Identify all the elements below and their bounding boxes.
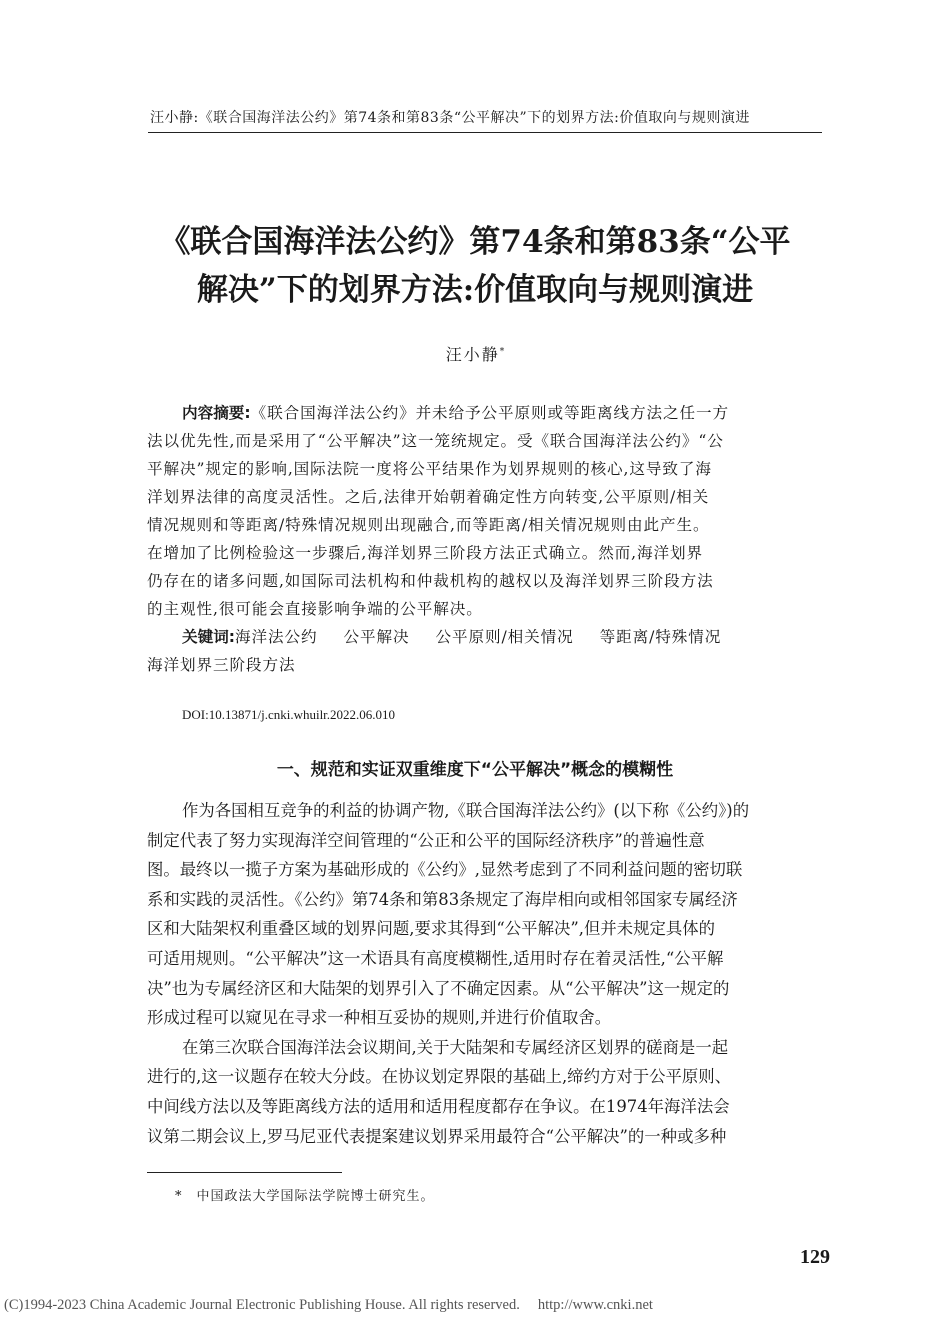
author-byline (0, 342, 950, 365)
keyword-item: 等距离/特殊情况 (599, 628, 722, 646)
body-line: 决”也为专属经济区和大陆架的划界引入了不确定因素。从“公平解决”这一规定的 (147, 978, 730, 998)
title-line-1: 《联合国海洋法公约》第74条和第83条“公平 (159, 224, 791, 260)
keywords-label: 关键词: (182, 628, 236, 646)
keyword-item: 公平解决 (343, 628, 410, 646)
body-line: 系和实践的灵活性。《公约》第74条和第83条规定了海岸相向或相邻国家专属经济 (147, 889, 738, 909)
body-line: 可适用规则。“公平解决”这一术语具有高度模糊性,适用时存在着灵活性,“公平解 (147, 948, 724, 968)
footnote-text: 中国政法大学国际法学院博士研究生。 (196, 1189, 435, 1204)
body-text (147, 796, 823, 1151)
header-rule (148, 132, 822, 133)
footnote-rule (147, 1172, 342, 1173)
running-head: 汪小静:《联合国海洋法公约》第74条和第83条“公平解决”下的划界方法:价值取向与规则演进 (150, 110, 750, 126)
footnote-mark: * (175, 1189, 183, 1204)
abstract-line: 情况规则和等距离/特殊情况规则出现融合,而等距离/相关情况规则由此产生。 (147, 516, 710, 534)
body-line: 议第二期会议上,罗马尼亚代表提案建议划界采用最符合“公平解决”的一种或多种 (147, 1126, 727, 1146)
body-line: 进行的,这一议题存在较大分歧。在协议划定界限的基础上,缔约方对于公平原则、 (147, 1067, 732, 1087)
copyright-notice (4, 1297, 944, 1314)
keywords (147, 623, 823, 651)
abstract-line: 的主观性,很可能会直接影响争端的公平解决。 (147, 600, 483, 618)
cnki-link[interactable]: http://www.cnki.net (537, 1297, 653, 1313)
copyright-text: (C)1994-2023 China Academic Journal Electronic Publishing House. All rights reserved. (4, 1297, 520, 1313)
body-line: 作为各国相互竞争的利益的协调产物,《联合国海洋法公约》(以下称《公约》)的 (182, 801, 750, 820)
abstract (147, 399, 823, 679)
abstract-line: 仍存在的诸多问题,如国际司法机构和仲裁机构的越权以及海洋划界三阶段方法 (147, 572, 714, 590)
abstract-line: 在增加了比例检验这一步骤后,海洋划界三阶段方法正式确立。然而,海洋划界 (147, 544, 704, 562)
keyword-item: 海洋划界三阶段方法 (147, 656, 296, 674)
keyword-item: 公平原则/相关情况 (435, 628, 574, 646)
body-line: 在第三次联合国海洋法会议期间,关于大陆架和专属经济区划界的磋商是一起 (182, 1037, 729, 1057)
title-line-2: 解决”下的划界方法:价值取向与规则演进 (196, 272, 754, 308)
abstract-line: 洋划界法律的高度灵活性。之后,法律开始朝着确定性方向转变,公平原则/相关 (147, 488, 710, 506)
section-heading: 一、规范和实证双重维度下“公平解决”概念的模糊性 (276, 760, 674, 780)
body-line: 图。最终以一揽子方案为基础形成的《公约》,显然考虑到了不同利益问题的密切联 (147, 860, 743, 880)
body-line: 区和大陆架权利重叠区域的划界问题,要求其得到“公平解决”,但并未规定具体的 (147, 919, 716, 939)
abstract-line: 法以优先性,而是采用了“公平解决”这一笼统规定。受《联合国海洋法公约》“公 (147, 432, 724, 450)
abstract-line: 平解决”规定的影响,国际法院一度将公平结果作为划界规则的核心,这导致了海 (147, 460, 712, 478)
abstract-label: 内容摘要: (182, 404, 251, 422)
footnote (175, 1185, 435, 1204)
author-name: 汪小静 (445, 345, 500, 364)
article-title (120, 218, 830, 314)
page-number: 129 (800, 1246, 830, 1268)
abstract-line: 内容摘要:《联合国海洋法公约》并未给予公平原则或等距离线方法之任一方 (182, 404, 729, 422)
author-footnote-mark[interactable]: * (499, 347, 505, 357)
body-line: 制定代表了努力实现海洋空间管理的“公正和公平的国际经济秩序”的普遍性意 (147, 830, 705, 850)
body-line: 中间线方法以及等距离线方法的适用和适用程度都存在争议。在1974年海洋法会 (147, 1096, 730, 1116)
keyword-item: 海洋法公约 (235, 628, 318, 646)
body-line: 形成过程可以窥见在寻求一种相互妥协的规则,并进行价值取舍。 (147, 1008, 612, 1028)
doi[interactable]: DOI:10.13871/j.cnki.whuilr.2022.06.010 (182, 707, 396, 722)
